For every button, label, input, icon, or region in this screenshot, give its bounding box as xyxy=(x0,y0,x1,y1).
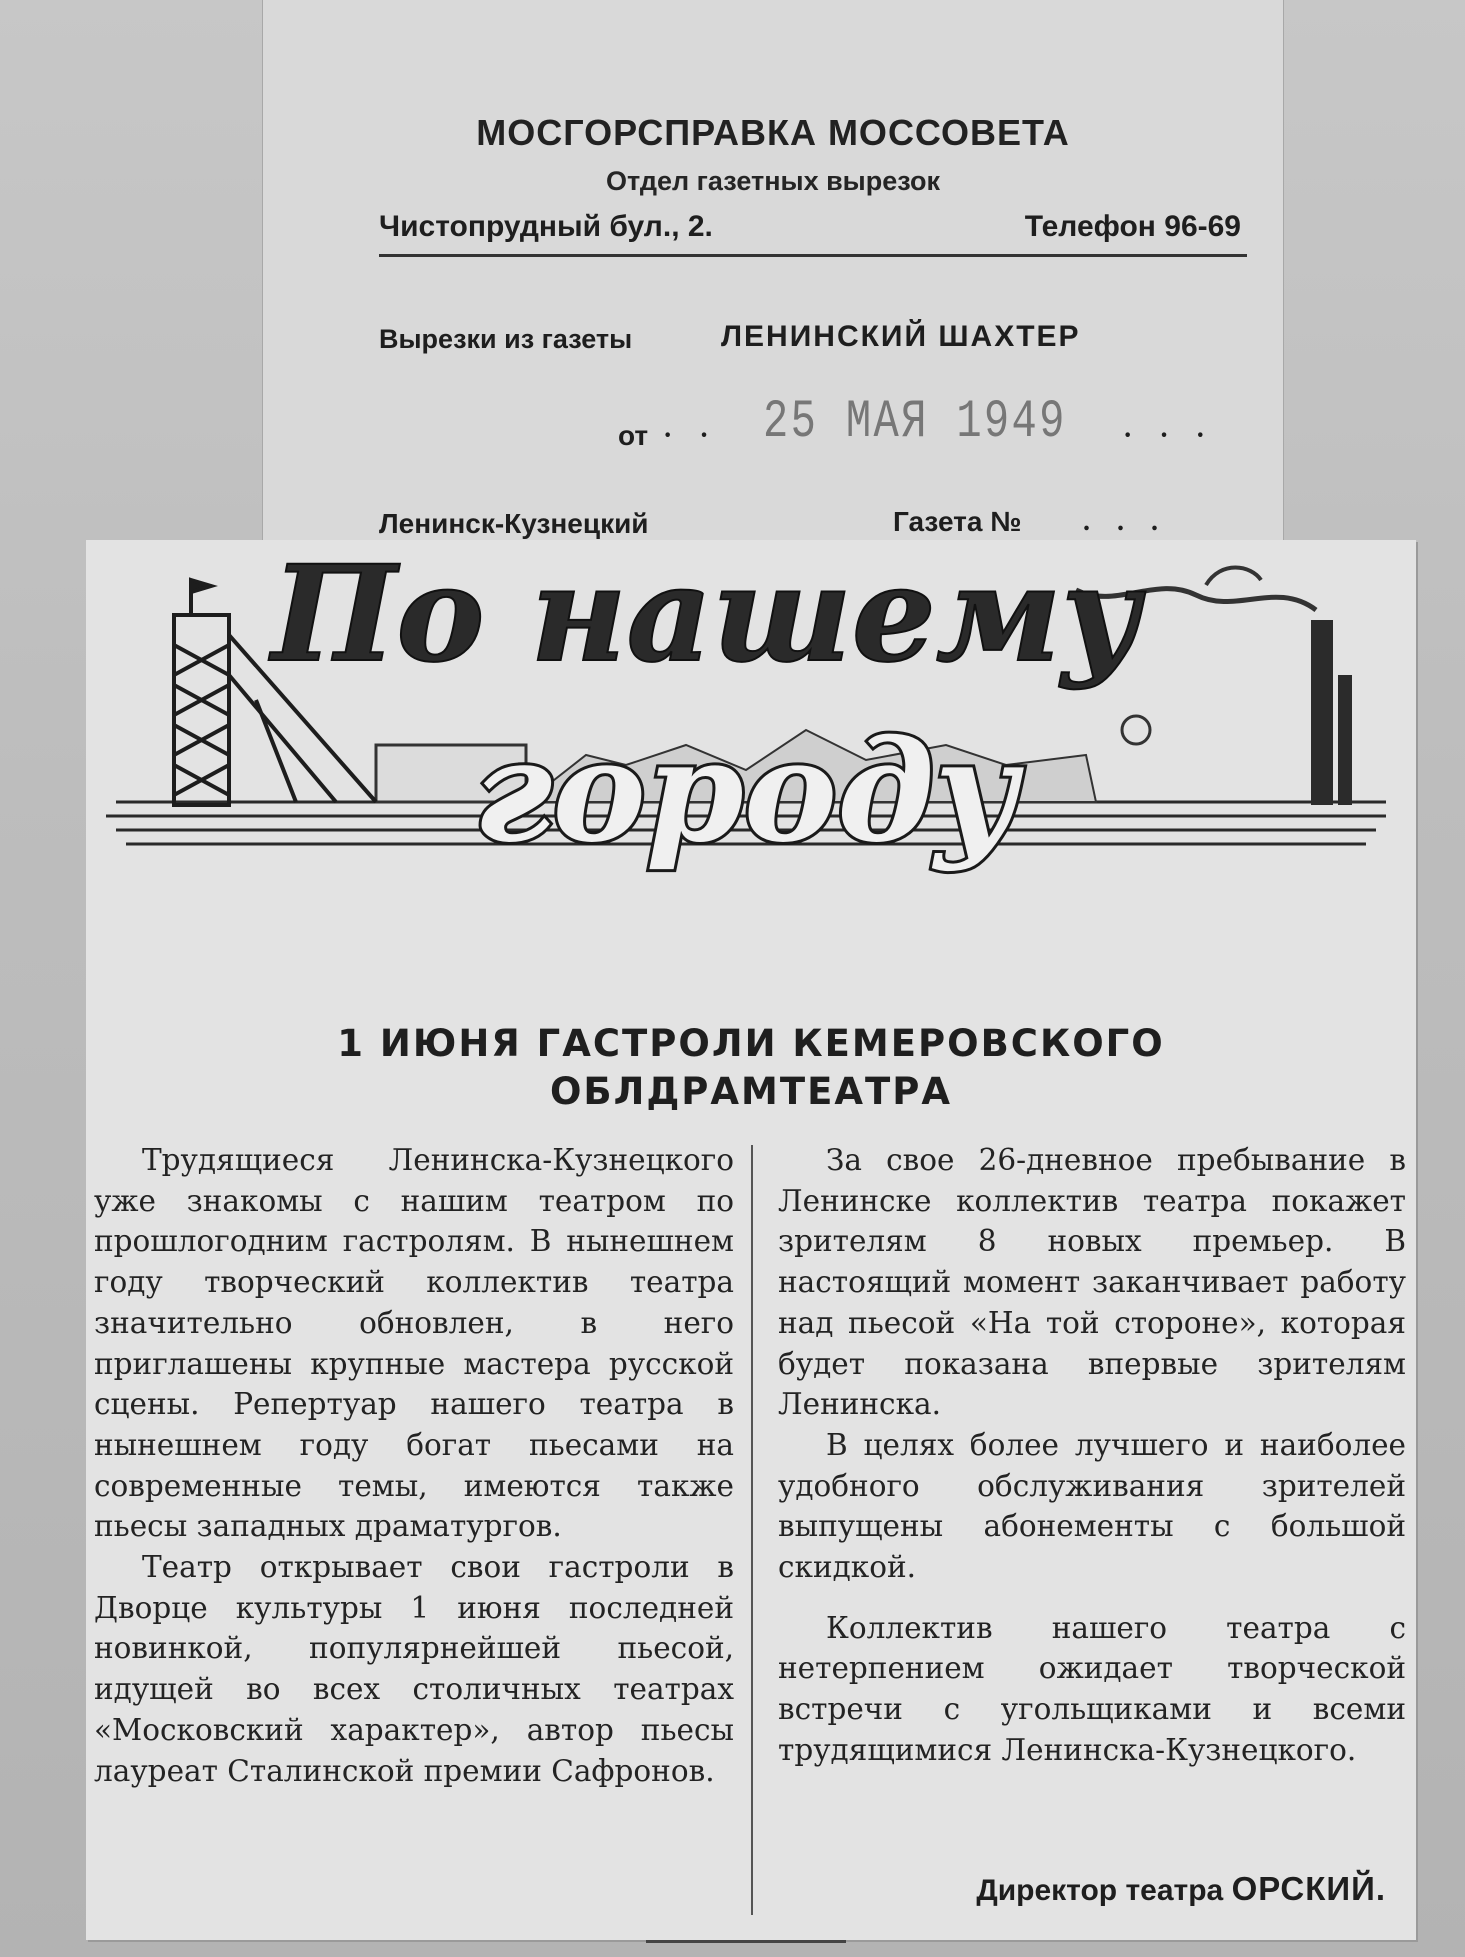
column-divider xyxy=(751,1145,753,1915)
paragraph: Трудящиеся Ленинска-Кузнецкого уже знакомы с нашим театром по прошлогодним гастролям. В нынешнем году творческий коллектив театра значительно обновлен, в него приглашены крупные мастера русской сцены. Репертуар нашего театра в нынешнем году богат пьесами на современные темы, имеются также пьесы западных драматургов. xyxy=(94,1143,734,1544)
newspaper-clipping xyxy=(86,540,1416,1940)
date-dots: · · xyxy=(663,420,719,451)
masthead-illustration xyxy=(86,540,1416,1000)
article-column-right xyxy=(778,1140,1406,1771)
paragraph: В целях более лучшего и наиболее удобного обслуживания зрителей выпущены абонементы с большой скидкой. xyxy=(778,1427,1406,1585)
department-name: Отдел газетных вырезок xyxy=(605,166,941,196)
article-headline-line2: ОБЛДРАМТЕАТРА xyxy=(549,1070,953,1113)
source-label: Вырезки из газеты xyxy=(379,324,633,354)
paragraph: Театр открывает свои гастроли в Дворце культуры 1 июня последней новинкой, популярнейшей пьесой, идущей во всех столичных театрах «Московский характер», автор пьесы лауреат Сталинской премии Сафронов. xyxy=(94,1550,734,1788)
signature-role: Директор театра xyxy=(976,1874,1224,1907)
masthead-title-line2: городу xyxy=(473,710,1019,874)
masthead-title-line1: По нашему xyxy=(271,540,1141,692)
date-dots-trailing: · · · xyxy=(1123,420,1216,451)
bureau-name: МОСГОРСПРАВКА МОССОВЕТА xyxy=(476,112,1070,153)
article-column-left xyxy=(94,1140,734,1791)
source-newspaper-name: ЛЕНИНСКИЙ ШАХТЕР xyxy=(721,320,1081,353)
article-headline-line1: 1 ИЮНЯ ГАСТРОЛИ КЕМЕРОВСКОГО xyxy=(337,1022,1165,1065)
date-label: от xyxy=(618,420,649,451)
newspaper-number-dots: . . . xyxy=(1083,506,1168,537)
masthead-art xyxy=(86,540,1416,1000)
closing-rule xyxy=(646,1940,846,1943)
slip-divider xyxy=(379,254,1247,257)
date-stamp: 25 МАЯ 1949 xyxy=(763,392,1067,453)
paragraph: За свое 26-дневное пребывание в Ленинске коллектив театра покажет зрителям 8 новых премьер. В настоящий момент заканчивает работу над пьесой «На той стороне», которая будет показана впервые зрителям Ленинска. xyxy=(778,1143,1406,1422)
signature-name: ОРСКИЙ. xyxy=(1231,1870,1386,1907)
newspaper-number-label: Газета № xyxy=(893,506,1022,537)
bureau-phone: Телефон 96-69 xyxy=(1024,210,1241,243)
paragraph: Коллектив нашего театра с нетерпением ожидает творческой встречи с угольщиками и всеми трудящимися Ленинска-Кузнецкого. xyxy=(778,1610,1406,1767)
city-name: Ленинск-Кузнецкий xyxy=(379,508,649,539)
bureau-address: Чистопрудный бул., 2. xyxy=(379,210,713,243)
clipping-label-slip xyxy=(263,0,1283,560)
article-signature xyxy=(976,1870,1386,1908)
